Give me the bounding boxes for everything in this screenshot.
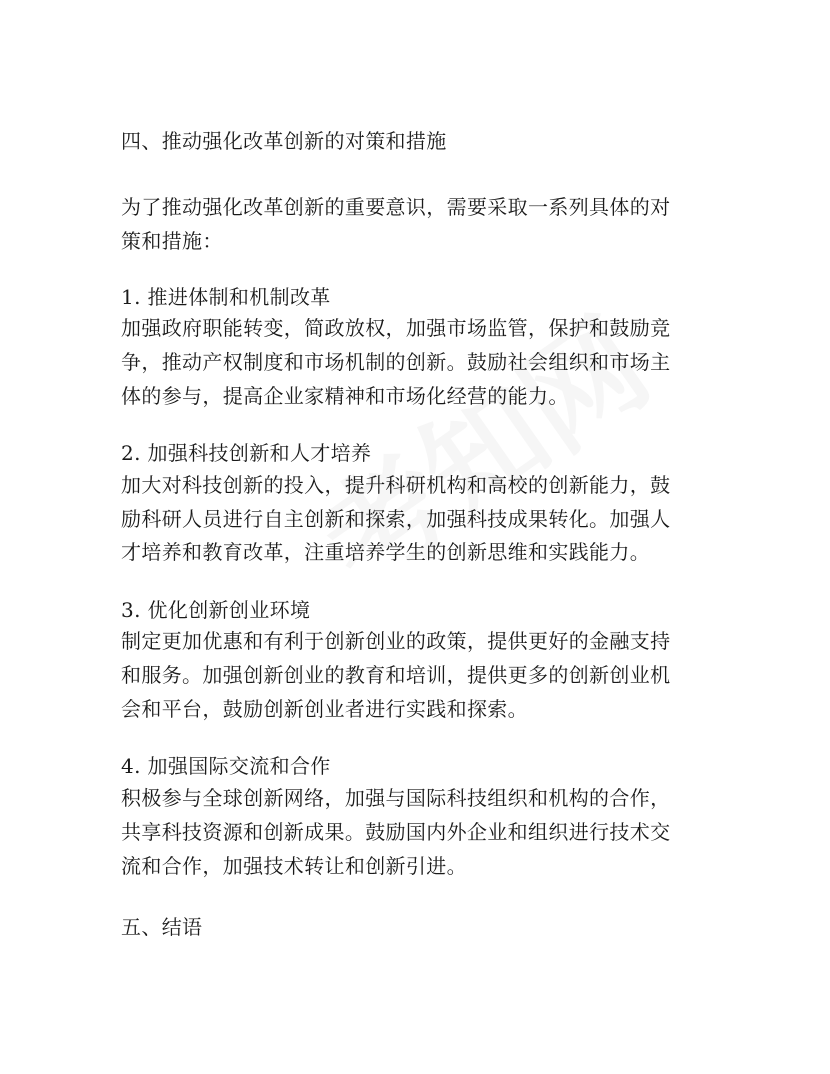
item-2-title: 2. 加强科技创新和人才培养 [121,441,372,465]
item-3-line-2: 和服务。加强创新创业的教育和培训，提供更多的创新创业机 [121,663,671,687]
item-1-line-1: 加强政府职能转变，简政放权，加强市场监管，保护和鼓励竞 [121,316,671,340]
intro-line-1: 为了推动强化改革创新的重要意识，需要采取一系列具体的对 [121,195,671,219]
item-1-line-2: 争，推动产权制度和市场机制的创新。鼓励社会组织和市场主 [121,350,671,374]
section-heading-5: 五、结语 [121,915,203,939]
intro-line-2: 策和措施： [121,229,223,253]
item-2-line-3: 才培养和教育改革，注重培养学生的创新思维和实践能力。 [121,540,651,564]
item-4-title: 4. 加强国际交流和合作 [121,754,331,778]
item-2-line-2: 励科研人员进行自主创新和探索，加强科技成果转化。加强人 [121,507,671,531]
item-3-title: 3. 优化创新创业环境 [121,598,311,622]
item-4-line-3: 流和合作，加强技术转让和创新引进。 [121,854,467,878]
item-4-line-2: 共享科技资源和创新成果。鼓励国内外企业和组织进行技术交 [121,820,671,844]
item-2-line-1: 加大对科技创新的投入，提升科研机构和高校的创新能力，鼓 [121,473,671,497]
item-1-title: 1. 推进体制和机制改革 [121,285,331,309]
item-3-line-3: 会和平台，鼓励创新创业者进行实践和探索。 [121,697,528,721]
item-1-line-3: 体的参与，提高企业家精神和市场化经营的能力。 [121,384,569,408]
item-3-line-1: 制定更加优惠和有利于创新创业的政策，提供更好的金融支持 [121,629,671,653]
section-heading-4: 四、推动强化改革创新的对策和措施 [121,129,447,153]
item-4-line-1: 积极参与全球创新网络，加强与国际科技组织和机构的合作， [121,786,671,810]
